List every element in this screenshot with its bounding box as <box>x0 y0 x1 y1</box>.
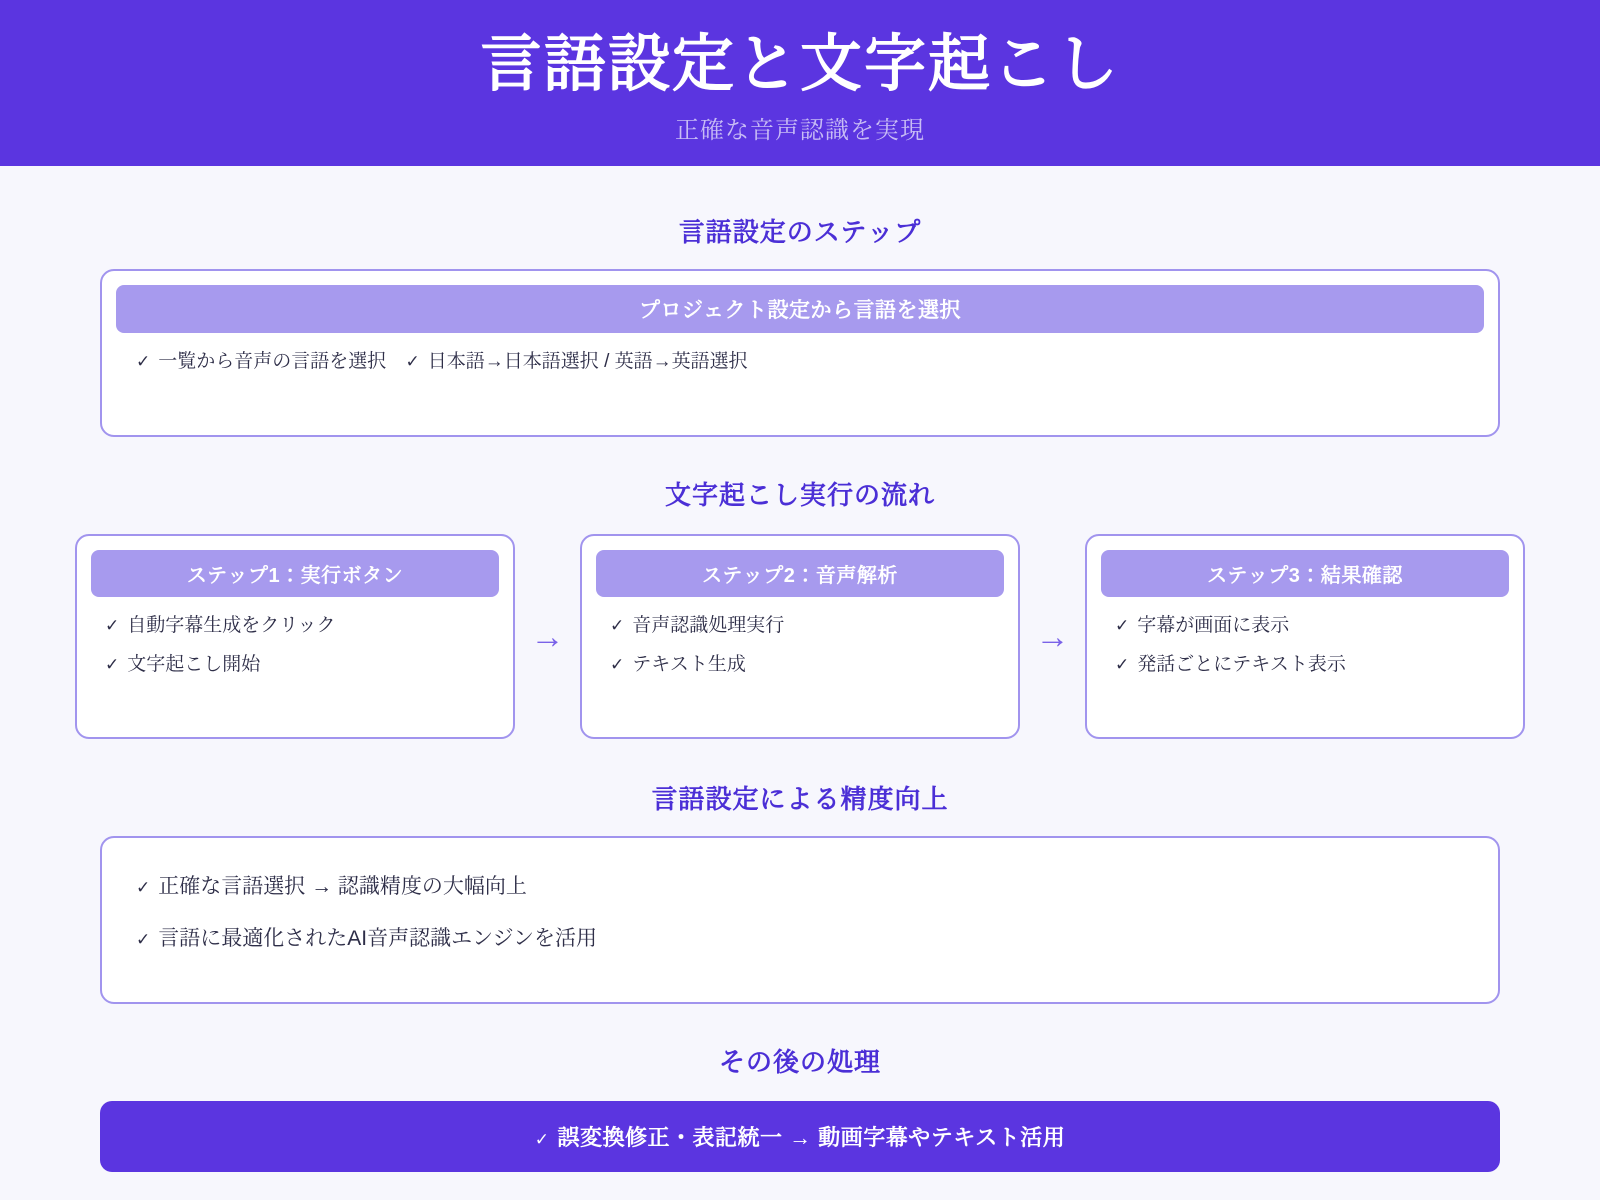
section-title-accuracy: 言語設定による精度向上 <box>651 784 949 814</box>
page-title: 言語設定と文字起こし <box>479 30 1120 99</box>
bullet-text: テキスト生成 <box>632 654 746 676</box>
bullet-row <box>610 650 990 680</box>
bullet-text: 言語に最適化されたAI音声認識エンジンを活用 <box>158 926 598 950</box>
check-icon: ✓ <box>136 929 151 949</box>
flow-step-3-body <box>1101 597 1509 681</box>
section-title-transcription-flow: 文字起こし実行の流れ <box>664 480 935 510</box>
card-accuracy-body <box>116 852 1484 955</box>
bullet-text: 文字起こし開始 <box>127 654 261 676</box>
bullet-row <box>136 870 1464 904</box>
flow-step-2-body <box>596 597 1004 681</box>
check-icon: ✓ <box>136 878 151 897</box>
card-language-selection <box>100 269 1500 437</box>
flow-step-1-heading: ステップ1：実行ボタン <box>91 550 499 597</box>
section-title-language-steps: 言語設定のステップ <box>678 217 922 247</box>
check-icon: ✓ <box>1115 655 1130 675</box>
arrow-icon: → <box>530 617 565 656</box>
flow-step-3-heading: ステップ3：結果確認 <box>1101 550 1509 597</box>
bullet-text: 日本語→日本語選択 / 英語→英語選択 <box>427 351 748 372</box>
bullet-row <box>136 347 1464 377</box>
bullet-text: 一覧から音声の言語を選択 <box>158 351 387 372</box>
page-subtitle: 正確な音声認識を実現 <box>675 116 925 144</box>
bullet-text: 音声認識処理実行 <box>632 615 785 636</box>
bullet-text: 自動字幕生成をクリック <box>127 615 336 636</box>
check-icon: ✓ <box>136 352 151 371</box>
check-icon: ✓ <box>105 616 120 635</box>
bullet-row <box>105 650 485 680</box>
bullet-row <box>105 611 485 641</box>
check-icon: ✓ <box>105 655 120 675</box>
bullet-text: 正確な言語選択 → 認識精度の大幅向上 <box>158 875 527 898</box>
flow-step-2 <box>580 534 1020 739</box>
bullet-text: 字幕が画面に表示 <box>1137 615 1290 636</box>
flow-step-2-heading: ステップ2：音声解析 <box>596 550 1004 597</box>
check-icon: ✓ <box>610 616 625 635</box>
bullet-text: 発話ごとにテキスト表示 <box>1137 654 1346 676</box>
check-icon: ✓ <box>610 655 625 675</box>
arrow-icon: → <box>1035 617 1070 656</box>
section-title-post-processing: その後の処理 <box>718 1047 881 1077</box>
bullet-row <box>136 922 1464 956</box>
check-icon: ✓ <box>534 1130 550 1149</box>
check-icon: ✓ <box>405 352 420 371</box>
page-header <box>0 0 1600 166</box>
bullet-row <box>1115 650 1495 680</box>
flow-row <box>75 534 1525 739</box>
card-language-selection-heading: プロジェクト設定から言語を選択 <box>116 285 1484 333</box>
bullet-row <box>1115 611 1495 641</box>
flow-step-1-body <box>91 597 499 681</box>
flow-step-3 <box>1085 534 1525 739</box>
footer-summary-bar <box>100 1101 1500 1172</box>
card-accuracy <box>100 836 1500 1004</box>
flow-step-1 <box>75 534 515 739</box>
check-icon: ✓ <box>1115 616 1130 635</box>
card-language-selection-body <box>116 333 1484 377</box>
footer-summary-text: 誤変換修正・表記統一 → 動画字幕やテキスト活用 <box>557 1125 1066 1150</box>
bullet-row <box>610 611 990 641</box>
